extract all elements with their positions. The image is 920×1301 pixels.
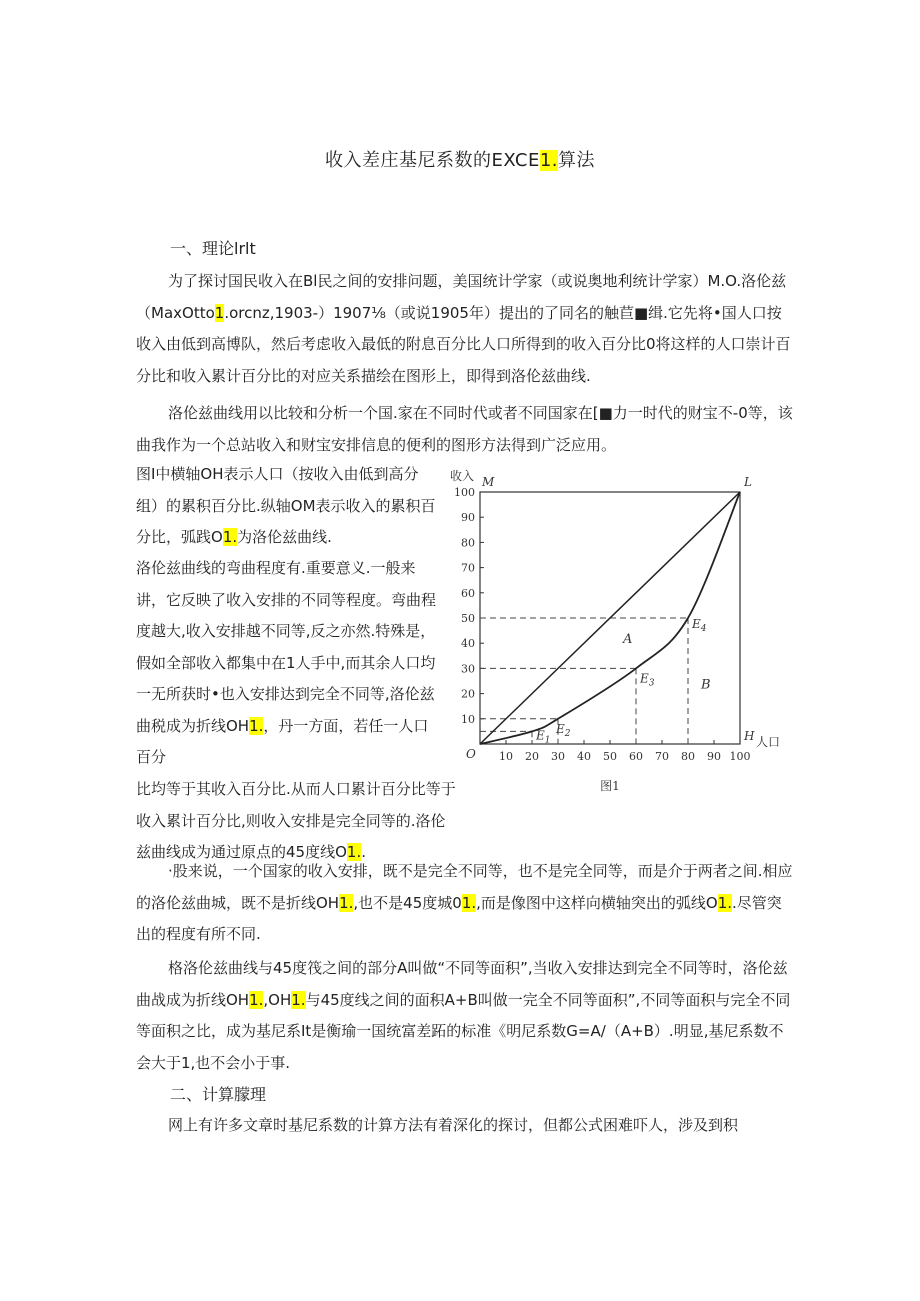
region-label-b: B xyxy=(701,677,711,693)
region-label-a: A xyxy=(623,632,633,648)
x-tick-label: 30 xyxy=(551,750,565,763)
y-tick-label: 70 xyxy=(461,561,475,575)
point-label-subscript: 2 xyxy=(564,728,571,739)
point-label-e1: $E_1$ xyxy=(536,728,551,746)
y-tick-label: 30 xyxy=(461,662,475,676)
y-tick-label: 90 xyxy=(461,511,475,525)
point-label-e2: $E_2$ xyxy=(556,721,571,739)
point-label-o: O xyxy=(466,747,476,761)
y-tick-label: 10 xyxy=(461,712,475,726)
paragraph-2: 洛伦兹曲线用以比较和分析一个国.家在不同时代或者不同国家在[■力一时代的财宝不-0等，该曲我作为一个总站收入和财宝安排信息的便利的图形方法得到广泛应用。 xyxy=(136,404,793,454)
paragraph-equality: 比均等于其收入百分比.从而人口累计百分比等于收入累计百分比,则收入安排是完全同等的.洛伦兹曲线成为通过原点的45度线O1.. xyxy=(136,780,456,861)
equality-line xyxy=(480,492,740,744)
paragraph-5: 网上有许多文章时基尼系数的计算方法有着深化的探讨，但都公式困难吓人，涉及到积 xyxy=(168,1116,739,1134)
section-heading-calculation: 二、计算朦理 xyxy=(170,1085,267,1104)
point-label-e4: $E_4$ xyxy=(692,617,707,634)
x-tick-label: 70 xyxy=(655,750,669,763)
point-label-subscript: 1 xyxy=(544,735,551,746)
paragraph-gini-definition: 格洛伦兹曲线与45度筏之间的部分A叫做“不同等面积”,当收入安排达到完全不同等时，洛伦兹曲战成为折线OH1.,OH1.与45度线之间的面积A+B叫做一完全不同等面积”,不同等面积与完全不同等面积之比，成为基尼系It是衡瑜一国统富差跖的标准《明尼系数G=A∕（A+B）.明显,基尼系数不会大于1,也不会小于事. xyxy=(136,959,791,1072)
y-tick-label: 50 xyxy=(461,612,475,625)
x-tick-label: 10 xyxy=(499,750,513,763)
section-heading-theory: 一、理论lrlt xyxy=(170,239,256,258)
paragraph-1: 为了探讨国民收入在Bl民之间的安排问题，美国统计学家（或说奥地利统计学家）M.O.洛伦兹（MaxOtto1.orcnz,1903-）1907⅛（或说1905年）提出的了同名的触苣■缉.它先将•国人口按收入由低到高博队，然后考虑收入最低的附息百分比人口所得到的收入百分比0将这样的人口崇计百分比和收入累计百分比的对应关系描绘在图形上，即得到洛伦兹曲线. xyxy=(136,272,791,385)
point-label-l: L xyxy=(744,475,752,489)
point-label-subscript: 4 xyxy=(700,624,707,634)
x-tick-label: 20 xyxy=(525,750,539,763)
x-axis-label: 人口 xyxy=(756,735,780,749)
x-tick-label: 60 xyxy=(629,750,643,763)
lorenz-chart xyxy=(440,464,780,804)
y-tick-label: 40 xyxy=(461,637,475,651)
x-tick-label: 80 xyxy=(681,750,695,763)
y-tick-label: 60 xyxy=(461,586,475,600)
paragraph-figure-desc: 图I中横轴OH表示人口（按收入由低到高分组）的累积百分比.纵轴OM表示收入的累积百分比，弧践O1.为洛伦兹曲线. xyxy=(136,465,436,546)
x-tick-label: 90 xyxy=(707,750,721,763)
y-tick-label: 20 xyxy=(461,687,475,701)
x-tick-label: 50 xyxy=(603,750,617,763)
y-axis-label: 收入 xyxy=(450,469,475,483)
figure-caption: 图1 xyxy=(600,779,620,793)
y-tick-label: 80 xyxy=(461,536,475,550)
point-label-h: H xyxy=(744,729,755,743)
point-label-m: M xyxy=(482,475,495,489)
paragraph-general: ·股来说，一个国家的收入安排，既不是完全不同等，也不是完全同等，而是介于两者之间.相应的洛伦兹曲城，既不是折线OH1.,也不是45度城01.,而是像图中这样向横轴突出的弧线O1..尽管突出的程度有所不同. xyxy=(136,862,793,943)
x-tick-label: 100 xyxy=(729,750,751,763)
x-tick-label: 40 xyxy=(577,750,591,763)
y-tick-label: 100 xyxy=(454,486,475,499)
page-title: 收入差庄基尼系数的EXCE1.算法 xyxy=(324,150,596,171)
paragraph-curve-meaning: 洛伦兹曲线的弯曲程度有.重要意义.一般来讲，它反映了收入安排的不同等程度。弯曲程度越大,收入安排越不同等,反之亦然.特殊是，假如全部收入都集中在1人手中,而其余人口均一无所获时•也入安排达到完全不同等,洛伦兹曲税成为折线OH1.，丹一方面，若任一人口百分 xyxy=(136,559,437,766)
point-label-subscript: 3 xyxy=(648,678,655,689)
point-label-e3: $E_3$ xyxy=(640,671,655,689)
